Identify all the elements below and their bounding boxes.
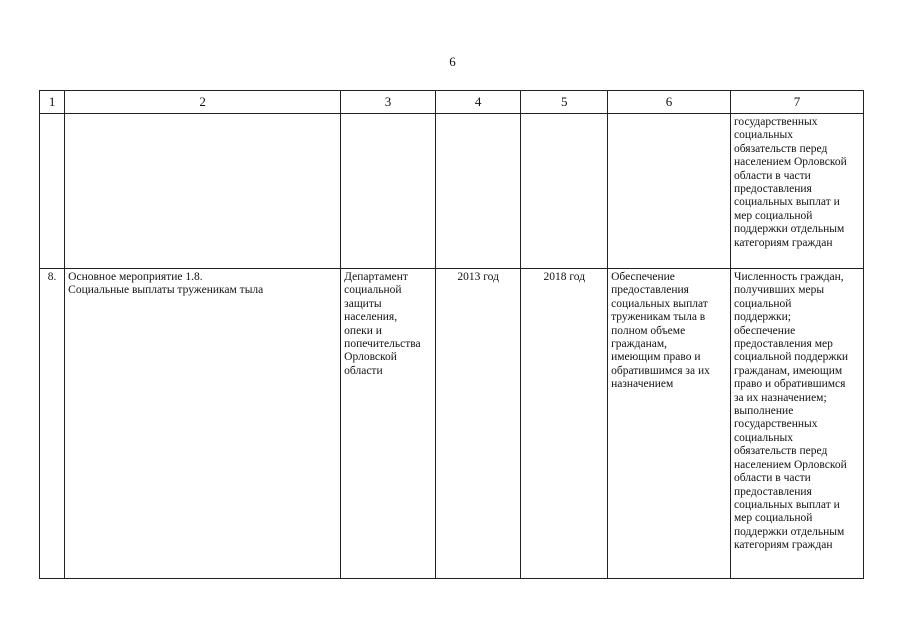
executor-line: Департамент: [344, 271, 408, 283]
cont-cell-2: [65, 114, 341, 269]
header-col-7: 7: [730, 91, 863, 114]
executor-line: Орловской: [344, 351, 397, 364]
result-line: назначением: [611, 378, 674, 391]
cont-cell-5: [521, 114, 608, 269]
executor-line: социальной: [344, 284, 402, 297]
expected-result: [608, 269, 731, 579]
cont-cell-1: [40, 114, 65, 269]
indicator-line: социальной поддержки: [733, 351, 849, 364]
indicator-line: социальной: [733, 297, 792, 310]
cont-cell-6: [608, 114, 731, 269]
header-col-5: 5: [521, 91, 608, 114]
table-row-8: [40, 269, 864, 579]
cont-indicator-line: социальных выплат и: [733, 196, 840, 209]
result-line: Обеспечение: [611, 271, 675, 283]
cont-indicator-line: предоставления: [733, 183, 812, 196]
indicator-line: гражданам, имеющим: [733, 364, 843, 377]
indicator-line: выполнение: [733, 405, 794, 418]
indicator-line: социальных выплат и: [733, 498, 840, 511]
indicator-line: поддержки отдельным: [733, 525, 845, 538]
cont-cell-indicators: [730, 114, 863, 269]
cont-cell-4: [435, 114, 521, 269]
indicator-line: поддержки;: [733, 311, 791, 324]
indicator-line: предоставления: [733, 485, 812, 498]
measure-title: [65, 269, 341, 579]
page-number: 6: [449, 54, 456, 69]
result-line: социальных выплат: [611, 297, 708, 310]
result-line: гражданам,: [611, 338, 667, 351]
header-col-3: 3: [341, 91, 436, 114]
continuation-row: [40, 114, 864, 269]
header-col-1: 1: [40, 91, 65, 114]
cont-indicator-line: категориям граждан: [733, 236, 833, 249]
executor-line: защиты: [344, 297, 382, 310]
executor-line: области: [344, 364, 383, 377]
start-year: 2013 год: [435, 269, 521, 579]
result-line: имеющим право и: [611, 351, 701, 364]
cont-indicator-line: обязательств перед: [733, 142, 828, 155]
executor-line: опеки и: [344, 324, 382, 337]
end-year: 2018 год: [521, 269, 608, 579]
indicator-line: населением Орловской: [733, 458, 847, 471]
indicator-line: Численность граждан,: [733, 271, 844, 283]
result-line: обратившимся за их: [611, 364, 710, 377]
header-row: [40, 91, 864, 114]
indicator-line: обязательств перед: [733, 445, 828, 458]
cont-indicator-line: поддержки отдельным: [733, 223, 845, 236]
indicator-line: области в части: [733, 472, 811, 485]
indicator-line: мер социальной: [733, 512, 813, 525]
cont-cell-3: [341, 114, 436, 269]
result-line: труженикам тыла в: [611, 311, 706, 324]
header-col-4: 4: [435, 91, 521, 114]
indicator-line: получивших меры: [733, 284, 825, 297]
measure-title-line: Основное мероприятие 1.8.: [68, 271, 203, 283]
indicator-line: за их назначением;: [733, 391, 827, 404]
cont-indicator-line: социальных: [733, 129, 793, 142]
result-line: полном объеме: [611, 324, 686, 337]
indicators: [730, 269, 863, 579]
header-col-2: 2: [65, 91, 341, 114]
cont-indicator-line: населением Орловской: [733, 156, 847, 169]
executor-line: попечительства: [344, 338, 421, 351]
indicator-line: государственных: [733, 418, 818, 431]
result-line: предоставления: [611, 284, 689, 297]
measures-table: [39, 90, 864, 579]
executor-line: населения,: [344, 311, 398, 324]
indicator-line: право и обратившимся: [733, 378, 846, 391]
header-col-6: 6: [608, 91, 731, 114]
indicator-line: категориям граждан: [733, 539, 833, 552]
indicator-line: социальных: [733, 431, 793, 444]
indicator-line: обеспечение: [733, 324, 796, 337]
cont-indicator-line: государственных: [733, 116, 818, 128]
indicator-line: предоставления мер: [733, 338, 833, 351]
row-number: 8.: [40, 269, 65, 579]
cont-indicator-line: области в части: [733, 169, 811, 182]
measure-title-line: Социальные выплаты труженикам тыла: [68, 284, 264, 297]
cont-indicator-line: мер социальной: [733, 209, 813, 222]
executor: [341, 269, 436, 579]
